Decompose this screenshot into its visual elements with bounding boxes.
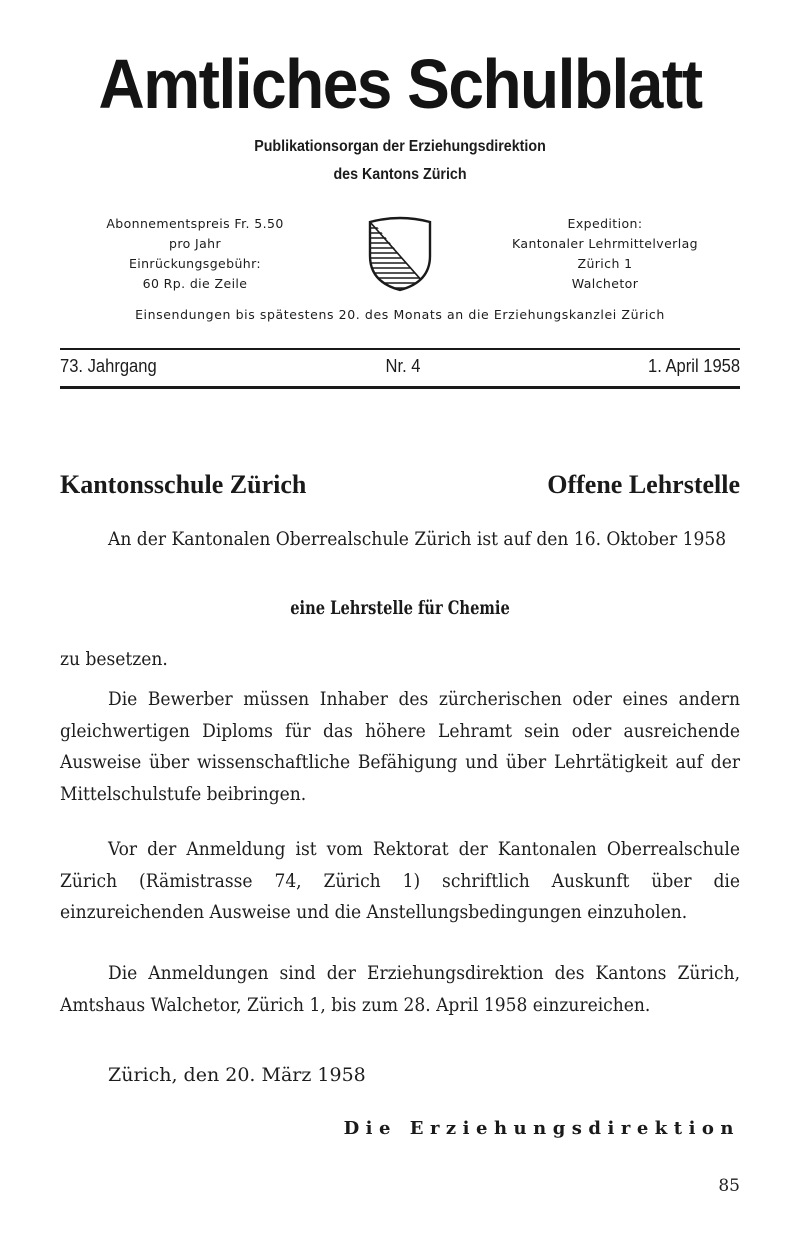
- submission-note: Einsendungen bis spätestens 20. des Monats an die Erziehungskanzlei Zürich: [135, 307, 665, 322]
- issue-info-row: [60, 356, 740, 377]
- masthead-subtitle-canton: des Kantons Zürich: [333, 166, 467, 183]
- application-paragraph: Die Anmeldungen sind der Erziehungsdirektion des Kantons Zürich, Amtshaus Walchetor, Zürich 1, bis zum 28. April 1958 einzureichen.: [60, 962, 740, 1016]
- divider-bottom: [60, 386, 740, 389]
- subscription-info: [70, 214, 320, 294]
- publisher-city: Zürich 1: [577, 256, 633, 271]
- inquiry-paragraph: Vor der Anmeldung ist vom Rektorat der Kantonalen Oberrealschule Zürich (Rämistrasse 74, Zürich 1) schriftlich Auskunft über die einzureichenden Ausweise und die Anstellungsbedingungen einzuholen.: [60, 838, 740, 923]
- page-number: 85: [718, 1176, 740, 1196]
- position-title: eine Lehrstelle für Chemie: [290, 598, 510, 619]
- masthead-subtitle: Publikationsorgan der Erziehungsdirektion: [254, 138, 546, 155]
- issue-number: Nr. 4: [385, 356, 420, 376]
- article-heading-type: Offene Lehrstelle: [547, 470, 740, 499]
- signature: Die Erziehungsdirektion: [343, 1118, 740, 1139]
- intro-paragraph: An der Kantonalen Oberrealschule Zürich ist auf den 16. Oktober 1958: [108, 528, 727, 550]
- issue-date: 1. April 1958: [647, 356, 740, 376]
- divider-top: [60, 348, 740, 350]
- article-inquiry: [60, 834, 740, 929]
- publisher-address: Walchetor: [571, 276, 639, 291]
- article-requirements: [60, 684, 740, 810]
- masthead-title: Amtliches Schulblatt: [98, 45, 702, 123]
- expedition-label: Expedition:: [567, 216, 643, 231]
- publisher-name: Kantonaler Lehrmittelverlag: [512, 236, 698, 251]
- expedition-info: [485, 214, 725, 294]
- subscription-price: Abonnementspreis Fr. 5.50: [106, 216, 284, 231]
- insertion-fee-value: 60 Rp. die Zeile: [142, 276, 248, 291]
- place-date: Zürich, den 20. März 1958: [108, 1064, 366, 1086]
- zurich-coat-of-arms-icon: [366, 216, 434, 292]
- article-application: [60, 958, 740, 1021]
- requirements-paragraph: Die Bewerber müssen Inhaber des zürcherischen oder eines andern gleichwertigen Diploms für das höhere Lehramt sein oder ausreichende Ausweise über wissenschaftliche Befähigung und über Lehrtätigkeit auf der Mittelschulstufe beibringen.: [60, 688, 740, 805]
- subscription-period: pro Jahr: [168, 236, 222, 251]
- article-heading-row: [60, 470, 740, 500]
- article-besetzen: [60, 644, 740, 676]
- insertion-fee-label: Einrückungsgebühr:: [128, 256, 262, 271]
- besetzen-text: zu besetzen.: [60, 648, 168, 670]
- article-heading-school: Kantonsschule Zürich: [60, 470, 307, 499]
- article-intro: [60, 524, 740, 556]
- issue-volume: 73. Jahrgang: [60, 356, 157, 376]
